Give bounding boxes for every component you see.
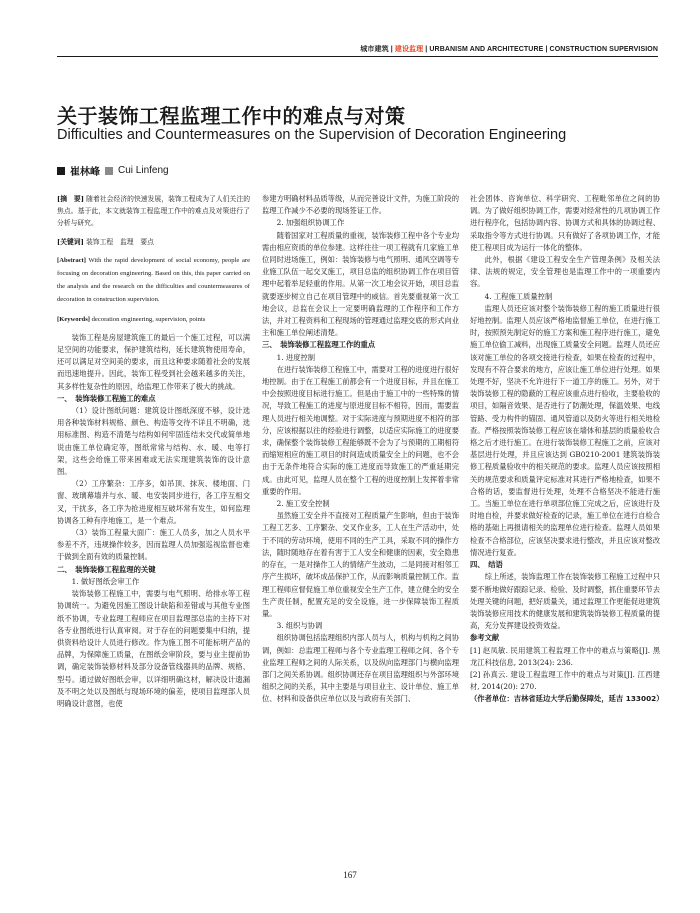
column-2 bbox=[262, 193, 459, 706]
subsection-heading: 1. 做好图纸会审工作 bbox=[71, 576, 140, 586]
author-marker-square bbox=[57, 167, 65, 175]
header-category-en: URBANISM AND ARCHITECTURE bbox=[429, 46, 544, 53]
keywords-zh: [关键词] 装饰工程 监理 要点 bbox=[57, 237, 154, 246]
header-separator: | bbox=[545, 46, 548, 53]
page-number: 167 bbox=[343, 870, 357, 880]
body-paragraph: （3）装饰工程量大面广：施工人员多，加之人员水平参差不齐，违规操作较多，因而监理人员加强巡视监督也难于做到全面有效的质量控制。 bbox=[57, 528, 250, 562]
body-paragraph: 监理人员还应该对整个装饰装修工程的施工质量进行很好地控制。监理人员应该严格地监督施工单位，在进行施工时，按照预先制定好的施工方案和施工程序进行施工，避免施工单位偷工减料，出现施工质量安全问题。监理人员还应该对施工单位的各项交接进行检查，如果在检查的过程中，发现有不符合要求的地方，应该让施工单位进行处理。如果处理不好，坚决不允许进行下一道工序的施工。另外，对于装饰装修工程的隐蔽的工程应该重点进行验收，主要验收的项目，如隔音效果、是否进行了防潮处理，保温效果、电线管路、受力构件的锚固、通风管道以及防火等进行相关地检查。严格按照装饰装修工程应该在墙体和基层的质量验收合格之后才进行施工。在进行装饰装修工程施工之前，应该对基层进行处理，并且应该达到 GB0210-2001 建筑装饰装修工程质量验收中的相关规范的要求。监理人员应该按照相关的规范要求和质量评定标准对其进行严格地检查，如果不合格的话，要监督进行处理，处理不合格坚决不能进行施工。当施工单位在进行单项部位施工完成之后，应该进行及时地自检，并要求做好检查的记录，施工单位在进行自检合格的基础上再报请相关的监理单位进行检查。监理人员如果检查不合格部位，应该坚决要求进行整改，并且应该对整改情况进行复查。 bbox=[470, 303, 660, 557]
author-line bbox=[57, 163, 169, 178]
section-heading: 四、 结语 bbox=[470, 560, 503, 570]
body-paragraph: 此外，根据《建设工程安全生产管理条例》及相关法律、法规的规定，安全管理也是监理工作中的一项重要内容。 bbox=[470, 255, 660, 289]
body-paragraph: 综上所述，装饰监理工作在装饰装修工程施工过程中只要不断地做好跟踪记录、检验、及时调整，抓住重要环节去处理关键的问题，把好质量关，通过监理工作更能促进建筑装饰装修应用技术的健康发展和建筑装饰装修工程质量的提高，充分发挥建设投资效益。 bbox=[470, 572, 660, 631]
header-separator: | bbox=[390, 46, 393, 53]
body-paragraph: 虽然施工安全并不直接对工程质量产生影响，但由于装饰工程工艺多、工序繁杂、交叉作业多，工人在生产活动中，处于不同的劳动环境，使用不同的生产工具，采取不同的操作方法，随时随地存在着有害于工人安全和健康的因素，安全隐患的存在，一是对操作工人的情绪产生波动，二是同接对相邻工序产生损坏，破坏成品保护工作，从而影响质量控制工作。监理工程师应督促施工单位重视安全生产工作，建立健全的安全生产责任制，配置充足的安全设施，进一步保障装饰工程质量。 bbox=[262, 511, 460, 618]
article-title-en: Difficulties and Countermeasures on the Supervision of Decoration Engineering bbox=[57, 127, 567, 143]
reference-item: [2] 孙真云. 建设工程监理工作中的难点与对策[J]. 江西建材, 2014(20): 270. bbox=[470, 669, 660, 692]
author-affiliation: （作者单位：吉林省延边大学后勤保障处，延吉 133002） bbox=[470, 694, 664, 704]
keywords-en: [Keywords] decoration engineering, supervision, points bbox=[57, 315, 206, 323]
body-paragraph: 组织协调包括监理组织内部人员与人，机构与机构之间协调，例如：总监理工程师与各个专业监理工程师之间、各个专业监理工程师之间的人际关系，以及纵向监理部门与横向监理部门之间关系协调。组织协调还存在项目监理组织与外部环境组织之间的关系，其中主要是与项目业主、设计单位、施工单位、材料和设备供应单位以及与政府有关部门、 bbox=[262, 633, 460, 704]
section-heading: 二、 装饰装修工程监理的关键 bbox=[57, 564, 156, 574]
article-title-zh: 关于装饰工程监理工作中的难点与对策 bbox=[57, 104, 406, 128]
section-heading: 三、 装饰装修工程监理工作的重点 bbox=[262, 340, 376, 350]
header-section-zh: 建设监理 bbox=[394, 46, 424, 53]
subsection-heading: 3. 组织与协调 bbox=[276, 621, 323, 631]
subsection-heading: 2. 施工安全控制 bbox=[276, 499, 330, 509]
reference-item: [1] 赵凤敏. 民用建筑工程监理工作中的难点与策略[J]. 黑龙江科技信息, 2013(24): 236. bbox=[470, 645, 660, 667]
column-3 bbox=[470, 193, 664, 706]
column-1 bbox=[57, 193, 250, 710]
body-paragraph: 在进行装饰装修工程施工中，需要对工程的进度进行很好地控制。由于在工程施工前都会有一个进度目标，并且在施工中会按照进度目标进行施工。但是由于施工中的一些特殊的情况，导致工程施工的进度与原进度目标不相符，因而，需要监理人员进行相关地调整。对于实际进度与预期进度不相符的部分，应该根据以往的经验进行调整，以适应实际施工的进度要求，确保整个装饰装修工程能够既不会为了与预期的工期相符而缩短相应的施工项目的时间造成质量安全上的问题，也不会由于无条件地符合实际的施工进度而导致施工的严重延期完成。由此可见，监理人员在整个工程的进度控制上发挥着非常重要的作用。 bbox=[262, 364, 460, 496]
body-paragraph: 随着国家对工程质量的重视，装饰装修工程中各个专业均需由相应资质的单位参建。这样往往一项工程就有几家施工单位同时进场施工，例如：装饰装修与电气照明、通风空调等专业施工队伍一起交叉施工，项目总监的组织协调工作在项目管理中起着举足轻重的作用。从第一次工地会议开始，项目总监就要逐步树立自己在项目管理中的威信。首先要重视第一次工地会议，总监在会议上一定要明确监理的工作程序和工作方法，并对工程资料和工程现场的管理通过监理交底的形式向业主和施工单位阐述清楚。 bbox=[262, 230, 460, 338]
author-name-zh: 崔林峰 bbox=[70, 167, 100, 178]
references-heading: 参考文献 bbox=[470, 633, 500, 643]
running-header bbox=[360, 44, 658, 54]
intro-paragraph: 装饰工程是房屋建筑施工的最后一个施工过程，可以满足空间的功能要求，保护建筑结构，延长建筑物使用寿命，还可以满足对空间美的要求，而且这种要求随着社会的发展而迅速地提升。因此，装饰工程受到社会越来越多的关注，其多样性复杂性的原因，给监理工作带来了极大的挑战。 bbox=[57, 332, 250, 391]
body-paragraph: （2）工序繁杂：工序多，如吊顶、抹灰、楼地面、门窗、玻璃幕墙并与水、暖、电安装同步进行，各工序互相交叉，干扰多，各工序为抢进度相互破坏常有发生，如何监理协调各工种有序地施工，是一个难点。 bbox=[57, 479, 250, 525]
body-paragraph: （1）设计图纸问题：建筑设计图纸深度不够，设计选用各种装饰材料规格、颜色、构造等交待不详且不明确，选用标准图、构造不清楚与结构如何牢固连结未交代或简单地说由施工单位确定等，图纸常常与结构、水、暖、电等打架，这些会给施工带来困难或无法实现建筑装饰的设计意图。 bbox=[57, 406, 250, 477]
author-name-en: Cui Linfeng bbox=[118, 165, 169, 176]
header-section-en: CONSTRUCTION SUPERVISION bbox=[549, 46, 658, 53]
author-marker-square bbox=[105, 167, 113, 175]
subsection-heading: 4. 工程施工质量控制 bbox=[484, 291, 553, 301]
body-paragraph: 参建方明确材料品质等级，从而完善设计文件，为施工阶段的监理工作减少不必要的现场签证工作。 bbox=[262, 194, 460, 216]
body-paragraph: 社会团体、咨询单位、科学研究、工程毗邻单位之间的协调。为了做好组织协调工作，需要对经常性的几项协调工作进行程序化，包括协调内容、协调方式和具体的协调过程、采取指令等方式进行协调。只有做好了各项协调工作，才能使工程项目成为运行一体化的整体。 bbox=[470, 194, 660, 252]
abstract-zh: [摘 要] 随着社会经济的快速发展，装饰工程成为了人们关注的焦点。基于此，本文就装饰工程监理工作中的难点及对策进行了分析与研究。 bbox=[57, 195, 250, 228]
abstract-en: [Abstract] With the rapid development of social economy, people are focusing on decoration engineering. Based on this, this paper carried on the analysis and the research on the difficulties and countermeasures of decoration in construction supervision. bbox=[57, 256, 250, 304]
section-heading: 一、 装饰装修工程施工的难点 bbox=[57, 393, 156, 403]
header-separator: | bbox=[425, 46, 428, 53]
subsection-heading: 1. 进度控制 bbox=[276, 352, 316, 362]
header-category-zh: 城市建筑 bbox=[360, 46, 389, 53]
body-paragraph: 装饰装修工程施工中，需要与电气照明、给排水等工程协调统一。为避免因施工图设计缺陷和差错或与其他专业图纸不协调，专业监理工程师应在项目监理部总监的主持下对各专业图纸进行认真审阅。对于存在的问题要集中归纳，提供资料给设计人员进行修改。作为施工图不可能标明产品的品牌，为保障施工质量，在图纸会审阶段，要与业主提前协调，确定装饰装修材料及部分设备管线器具的品牌、规格、型号。通过做好图纸会审，以详细明确这材，解决设计遗漏及不明之处以及图纸与现场环境的偏差，使项目监理部人员明确设计意图，也使 bbox=[57, 589, 250, 708]
subsection-heading: 2. 加强组织协调工作 bbox=[276, 218, 345, 228]
header-rule bbox=[57, 56, 658, 57]
